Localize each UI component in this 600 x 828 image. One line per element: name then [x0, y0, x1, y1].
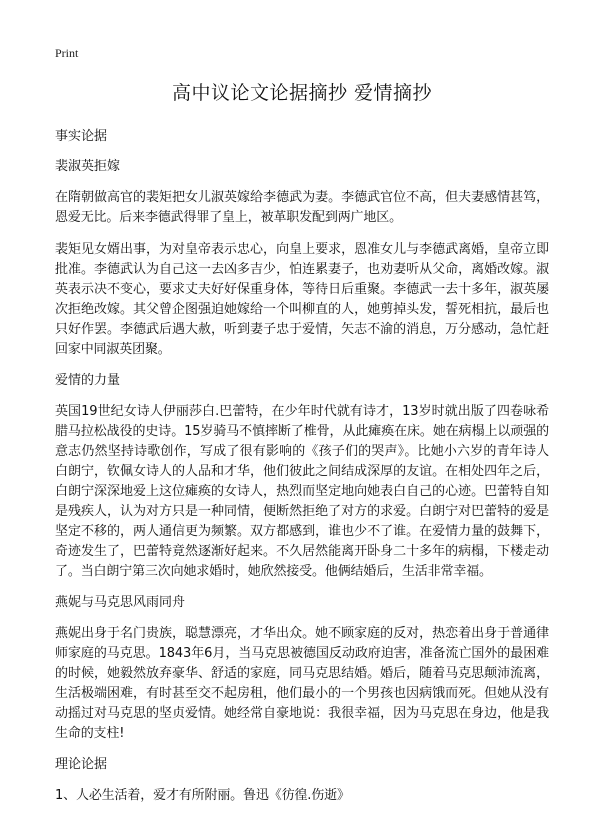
story-paragraph: 英国19世纪女诗人伊丽莎白.巴蕾特，在少年时代就有诗才，13岁时就出版了四卷咏希腊马拉松战役的史诗。15岁骑马不慎摔断了椎骨，从此瘫痪在床。她在病榻上以顽强的意志仍然坚持诗歌创作，写成了很有影响的《孩子们的哭声》。比她小六岁的青年诗人白朗宁，钦佩女诗人的人品和才华，他们彼此之间结成深厚的友谊。在相处四年之后，白朗宁深深地爱上这位瘫痪的女诗人，热烈而坚定地向她表白自己的心迹。巴蕾特自知是残疾人，认为对方只是一种同情，便断然拒绝了对方的求爱。白朗宁对巴蕾特的爱是坚定不移的，两人通信更为频繁。双方都感到，谁也少不了谁。在爱情力量的鼓舞下，奇迹发生了，巴蕾特竟然逐渐好起来。不久居然能离开卧身二十多年的病榻，下楼走动了。当白朗宁第三次向她求婚时，她欣然接受。他俩结婚后，生活非常幸福。 [55, 404, 549, 579]
theoretical-arguments-heading: 理论论据 [55, 757, 108, 772]
story-heading-pei-shuying: 裴淑英拒嫁 [55, 159, 121, 174]
story-paragraph: 在隋朝做高官的裴矩把女儿淑英嫁给李德武为妻。李德武官位不高，但夫妻感情甚笃，恩爱无比。后来李德武得罪了皇上，被革职发配到两广地区。 [55, 190, 549, 225]
story-paragraph: 裴矩见女婿出事，为对皇帝表示忠心，向皇上要求，恩准女儿与李德武离婚，皇帝立即批准。李德武认为自己这一去凶多吉少，怕连累妻子，也劝妻听从父命，离婚改嫁。淑英表示决不变心，要求丈夫好好保重身体，等待日后重聚。李德武一去十多年，淑英屡次拒绝改嫁。其父曾企图强迫她嫁给一个叫柳直的人，她剪掉头发，誓死相抗，最后也只好作罢。李德武后遇大赦，听到妻子忠于爱情，矢志不渝的消息，万分感动，急忙赶回家中同淑英团聚。 [55, 242, 549, 357]
document-body [55, 80, 549, 818]
story-heading-jenny-marx: 燕妮与马克思风雨同舟 [55, 595, 186, 610]
story-paragraph: 燕妮出身于名门贵族，聪慧漂亮，才华出众。她不顾家庭的反对，热恋着出身于普通律师家庭的马克思。1843年6月，当马克思被德国反动政府迫害，准备流亡国外的最困难的时候，她毅然放弃豪华、舒适的家庭，同马克思结婚。婚后，随着马克思颠沛流离，生活极端困难，有时甚至交不起房租，他们最小的一个男孩也因病饿而死。但她从没有动摇过对马克思的坚贞爱情。她经常自豪地说：我很幸福，因为马克思在身边，他是我生命的支柱! [55, 626, 549, 741]
theory-item: 1、人必生活着，爱才有所附丽。鲁迅《彷徨.伤逝》 [55, 788, 350, 803]
document-title: 高中议论文论据摘抄 爱情摘抄 [171, 82, 433, 104]
print-link[interactable]: Print [55, 46, 79, 60]
factual-arguments-heading: 事实论据 [55, 129, 108, 144]
story-heading-power-of-love: 爱情的力量 [55, 373, 121, 388]
